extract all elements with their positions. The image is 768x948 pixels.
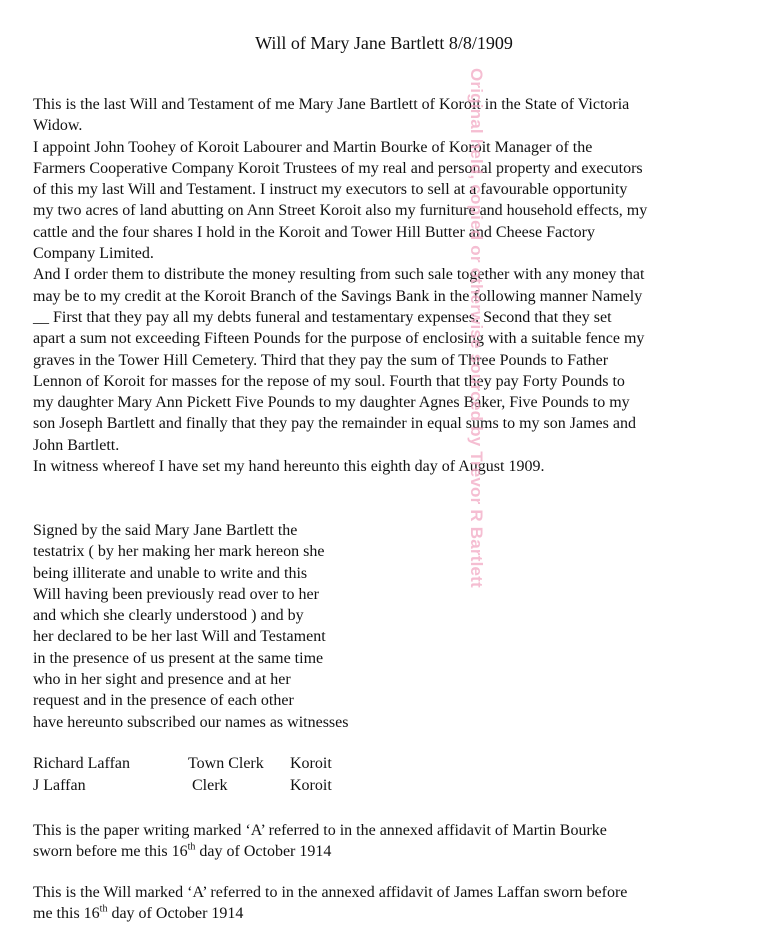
witness-place: Koroit bbox=[290, 777, 332, 794]
attestation-line: Will having been previously read over to her bbox=[33, 585, 319, 603]
affidavit-note-laffan bbox=[33, 882, 753, 925]
affidavit-text: day of October 1914 bbox=[195, 843, 332, 861]
body-line: This is the last Will and Testament of me Mary Jane Bartlett of Koroit in the State of Victoria bbox=[33, 96, 630, 113]
will-body bbox=[33, 94, 753, 477]
witness-name: Richard Laffan bbox=[33, 755, 130, 772]
affidavit-text: me this 16 bbox=[33, 905, 100, 923]
body-line: may be to my credit at the Koroit Branch of the Savings Bank in the following manner Namely bbox=[33, 287, 643, 305]
attestation-line: request and in the presence of each other bbox=[33, 692, 294, 710]
body-line: Lennon of Koroit for masses for the repose of my soul. Fourth that they pay Forty Pounds to bbox=[33, 372, 625, 390]
body-line: son Joseph Bartlett and finally that they pay the remainder in equal sums to my son James and bbox=[33, 415, 636, 433]
attestation-line: in the presence of us present at the same time bbox=[33, 649, 324, 667]
body-line: Farmers Cooperative Company Koroit Trustees of my real and personal property and executors bbox=[33, 159, 643, 177]
body-line: Company Limited. bbox=[33, 245, 154, 263]
attestation-line: testatrix ( by her making her mark hereon she bbox=[33, 543, 325, 561]
witness-place: Koroit bbox=[290, 755, 332, 772]
affidavit-line: This is the Will marked ‘A’ referred to in the annexed affidavit of James Laffan sworn before bbox=[33, 884, 628, 901]
attestation-line: who in her sight and presence and at her bbox=[33, 671, 291, 689]
watermark: Original held, copied or otherwise sourced by Trevor R Bartlett bbox=[467, 68, 486, 588]
body-line: __ First that they pay all my debts funeral and testamentary expenses. Second that they set bbox=[33, 308, 612, 326]
ordinal-suffix: th bbox=[99, 903, 108, 915]
affidavit-text: sworn before me this 16 bbox=[33, 843, 188, 861]
body-line: In witness whereof I have set my hand hereunto this eighth day of August 1909. bbox=[33, 458, 545, 476]
attestation-line: Signed by the said Mary Jane Bartlett the bbox=[33, 522, 298, 539]
attestation-line: have hereunto subscribed our names as witnesses bbox=[33, 713, 349, 731]
body-line: graves in the Tower Hill Cemetery. Third that they pay the sum of Three Pounds to Father bbox=[33, 351, 609, 369]
body-line: I appoint John Toohey of Koroit Labourer and Martin Bourke of Koroit Manager of the bbox=[33, 138, 593, 156]
affidavit-line: This is the paper writing marked ‘A’ referred to in the annexed affidavit of Martin Bourke bbox=[33, 822, 607, 839]
affidavit-line bbox=[33, 903, 753, 924]
attestation-line: being illiterate and unable to write and this bbox=[33, 564, 308, 582]
body-line: apart a sum not exceeding Fifteen Pounds for the purpose of enclosing with a suitable fence my bbox=[33, 330, 645, 348]
body-line: John Bartlett. bbox=[33, 436, 120, 454]
body-line: cattle and the four shares I hold in the Koroit and Tower Hill Butter and Cheese Factory bbox=[33, 223, 595, 241]
witness-role: Clerk bbox=[192, 777, 228, 794]
ordinal-suffix: th bbox=[187, 841, 196, 853]
body-line: of this my last Will and Testament. I instruct my executors to sell at a favourable opportunity bbox=[33, 181, 628, 199]
affidavit-text: day of October 1914 bbox=[107, 905, 244, 923]
attestation-clause bbox=[33, 520, 753, 733]
body-line: Widow. bbox=[33, 117, 83, 135]
body-line: my two acres of land abutting on Ann Street Koroit also my furniture and household effects, my bbox=[33, 202, 648, 220]
witness-role: Town Clerk bbox=[188, 755, 264, 772]
body-line: my daughter Mary Ann Pickett Five Pounds to my daughter Agnes Baker, Five Pounds to my bbox=[33, 394, 630, 412]
witness-row bbox=[33, 755, 533, 776]
attestation-line: her declared to be her last Will and Testament bbox=[33, 628, 326, 646]
witness-row bbox=[33, 777, 533, 798]
witness-name: J Laffan bbox=[33, 777, 86, 794]
document-title: Will of Mary Jane Bartlett 8/8/1909 bbox=[255, 33, 513, 53]
affidavit-line bbox=[33, 841, 753, 862]
body-line: And I order them to distribute the money resulting from such sale together with any money that bbox=[33, 266, 645, 284]
affidavit-note-bourke bbox=[33, 820, 753, 863]
attestation-line: and which she clearly understood ) and by bbox=[33, 607, 304, 625]
